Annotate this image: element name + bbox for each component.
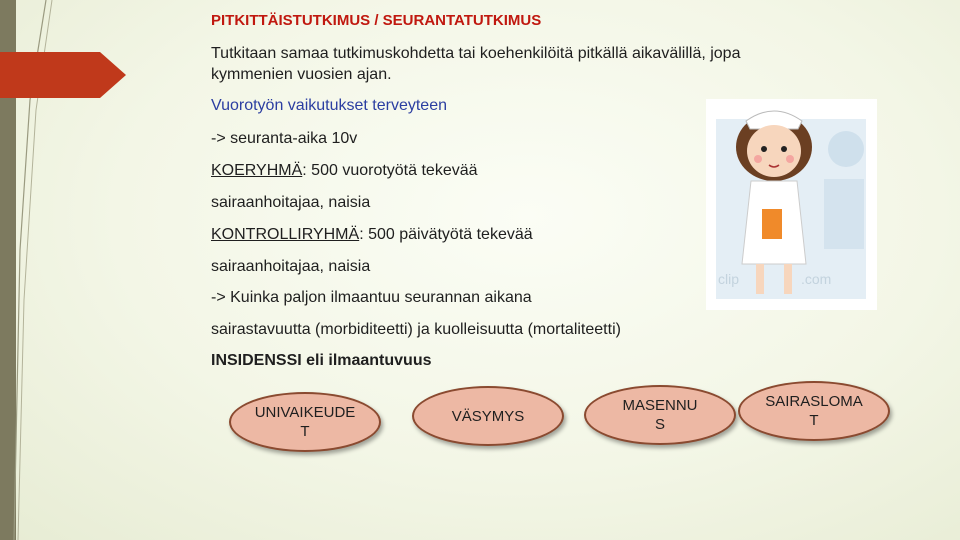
kontrolli-text: : 500 päivätyötä tekevää [359,226,533,243]
outcome-4-line2: T [809,412,819,429]
example-title: Vuorotyön vaikutukset terveyteen [211,97,447,114]
intro-line-1: Tutkitaan samaa tutkimuskohdetta tai koehenkilöitä pitkällä aikavälillä, jopa [211,45,741,62]
outcome-oval-1 [229,392,381,452]
outcome-oval-3 [584,385,736,445]
kontrolli-line-2: sairaanhoitajaa, naisia [211,258,371,275]
slide-title: PITKITTÄISTUTKIMUS / SEURANTATUTKIMUS [211,12,542,29]
svg-text:.com: .com [801,271,832,287]
svg-text:clip: clip [718,271,740,287]
koeryhma-text: : 500 vuorotyötä tekevää [302,162,478,179]
outcome-oval-2 [412,386,564,446]
kontrolli-line [211,226,533,244]
intro-line-2: kymmenien vuosien ajan. [211,66,392,83]
kontrolli-label: KONTROLLIRYHMÄ [211,226,360,243]
outcome-1-line1: UNIVAIKEUDE [254,404,356,421]
outcome-3-line1: MASENNU [622,397,698,414]
outcome-1-line2: T [300,423,310,440]
intro-text [211,43,740,85]
koeryhma-label: KOERYHMÄ [211,162,303,179]
koeryhma-line [211,162,478,180]
outcome-oval-4 [738,381,890,441]
question-line-1: -> Kuinka paljon ilmaantuu seurannan aikana [211,289,532,306]
arrow-decoration [0,52,126,98]
outcome-2-line1: VÄSYMYS [451,407,525,425]
question-line-2: sairastavuutta (morbiditeetti) ja kuolleisuutta (mortaliteetti) [211,321,621,338]
koeryhma-line-2: sairaanhoitajaa, naisia [211,194,371,211]
followup-text: -> seuranta-aika 10v [211,130,358,147]
outcome-4-line1: SAIRASLOMA [765,393,863,410]
incidence-text: INSIDENSSI eli ilmaantuvuus [211,352,432,369]
outcome-3-line2: S [654,416,665,433]
nurse-illustration [706,99,877,310]
